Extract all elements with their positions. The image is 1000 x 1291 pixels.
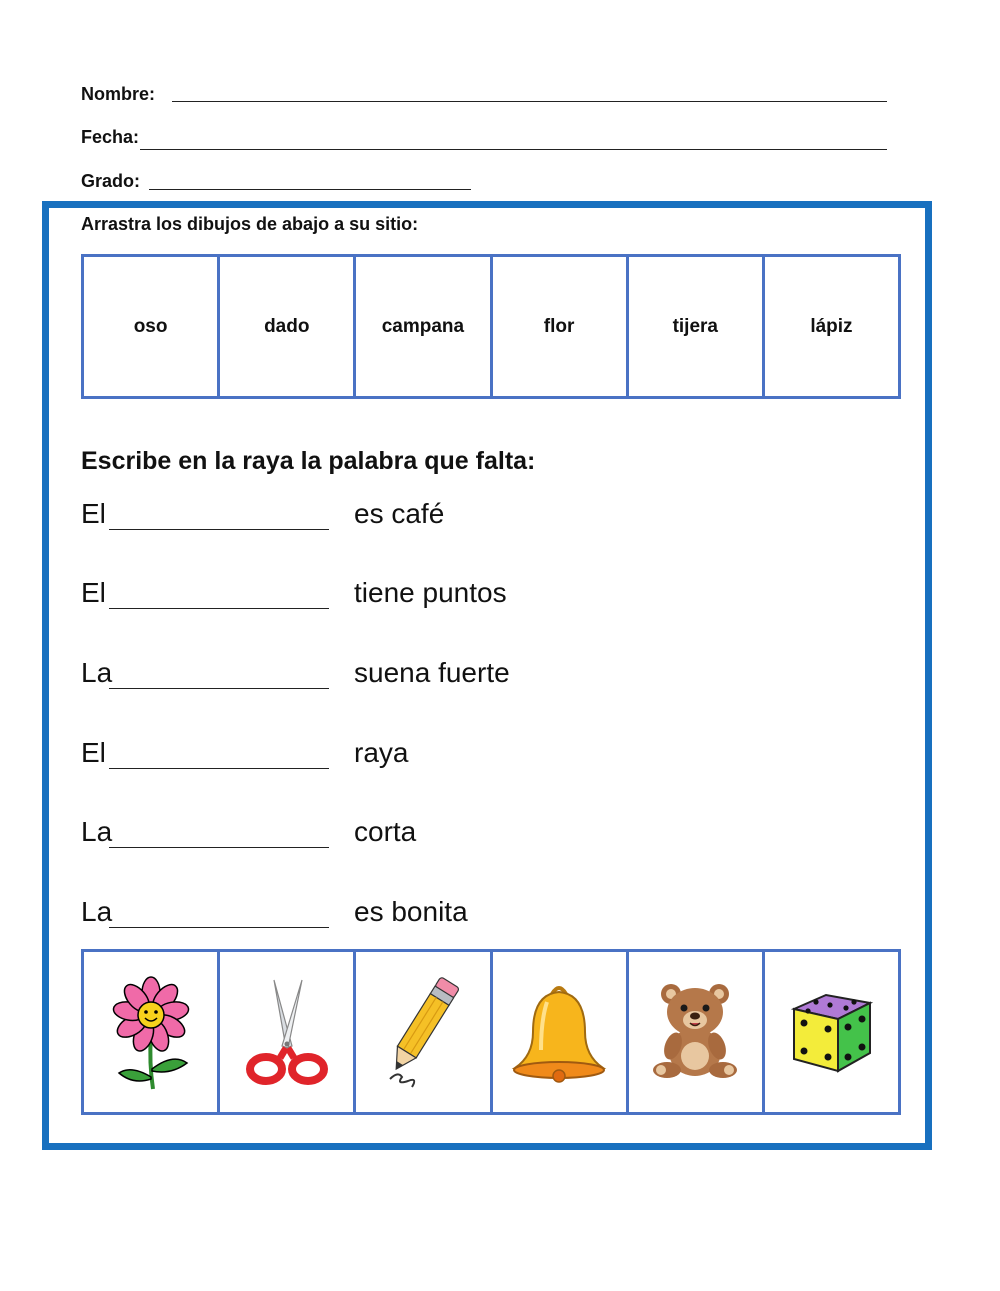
sentence-article: El bbox=[81, 577, 106, 608]
draggable-flower[interactable] bbox=[84, 952, 220, 1112]
picture-table bbox=[81, 949, 901, 1115]
draggable-pencil[interactable] bbox=[356, 952, 492, 1112]
draggable-bear[interactable] bbox=[629, 952, 765, 1112]
grade-input-line[interactable] bbox=[149, 189, 471, 190]
drop-target-flor[interactable]: flor bbox=[493, 257, 629, 396]
draggable-scissors[interactable] bbox=[220, 952, 356, 1112]
name-label: Nombre: bbox=[81, 84, 156, 104]
bear-icon bbox=[647, 982, 743, 1082]
sentence-blank-input[interactable] bbox=[109, 688, 329, 689]
sentence-6 bbox=[81, 896, 681, 936]
sentence-rest: es bonita bbox=[354, 896, 468, 927]
sentence-rest: suena fuerte bbox=[354, 657, 510, 688]
sentence-4 bbox=[81, 737, 681, 777]
sentence-blank-input[interactable] bbox=[109, 768, 329, 769]
sentence-blank-input[interactable] bbox=[109, 847, 329, 848]
sentence-article: La bbox=[81, 816, 113, 847]
sentence-article: El bbox=[81, 498, 106, 529]
sentence-article: La bbox=[81, 657, 113, 688]
draggable-bell[interactable] bbox=[493, 952, 629, 1112]
scissors-icon bbox=[242, 976, 332, 1088]
drop-target-campana[interactable]: campana bbox=[356, 257, 492, 396]
drop-target-lapiz[interactable]: lápiz bbox=[810, 315, 853, 337]
date-label: Fecha: bbox=[81, 127, 140, 147]
sentence-article: El bbox=[81, 737, 106, 768]
sentence-5 bbox=[81, 816, 681, 856]
drop-target-tijera[interactable]: tijera bbox=[629, 257, 765, 396]
drop-target-oso[interactable]: oso bbox=[84, 257, 220, 396]
sentence-blank-input[interactable] bbox=[109, 608, 329, 609]
sentence-blank-input[interactable] bbox=[109, 529, 329, 530]
drop-target-dado[interactable]: dado bbox=[220, 257, 356, 396]
draggable-dice[interactable] bbox=[765, 952, 898, 1112]
pencil-icon bbox=[378, 973, 468, 1091]
sentence-rest: tiene puntos bbox=[354, 577, 507, 608]
flower-icon bbox=[101, 973, 201, 1091]
dice-icon bbox=[786, 987, 876, 1077]
sentence-rest: es café bbox=[354, 498, 445, 529]
grade-label: Grado: bbox=[81, 171, 141, 191]
sentence-rest: corta bbox=[354, 816, 417, 847]
bell-icon bbox=[509, 980, 609, 1084]
sentence-2 bbox=[81, 577, 681, 617]
sentence-1 bbox=[81, 498, 681, 538]
name-input-line[interactable] bbox=[172, 101, 887, 102]
fill-in-title: Escribe en la raya la palabra que falta: bbox=[81, 447, 536, 475]
sentence-article: La bbox=[81, 896, 113, 927]
sentence-3 bbox=[81, 657, 681, 697]
sentence-rest: raya bbox=[354, 737, 409, 768]
sentence-blank-input[interactable] bbox=[109, 927, 329, 928]
word-target-table bbox=[81, 254, 901, 399]
drag-instruction: Arrastra los dibujos de abajo a su sitio: bbox=[81, 214, 419, 234]
date-input-line[interactable] bbox=[140, 149, 887, 150]
